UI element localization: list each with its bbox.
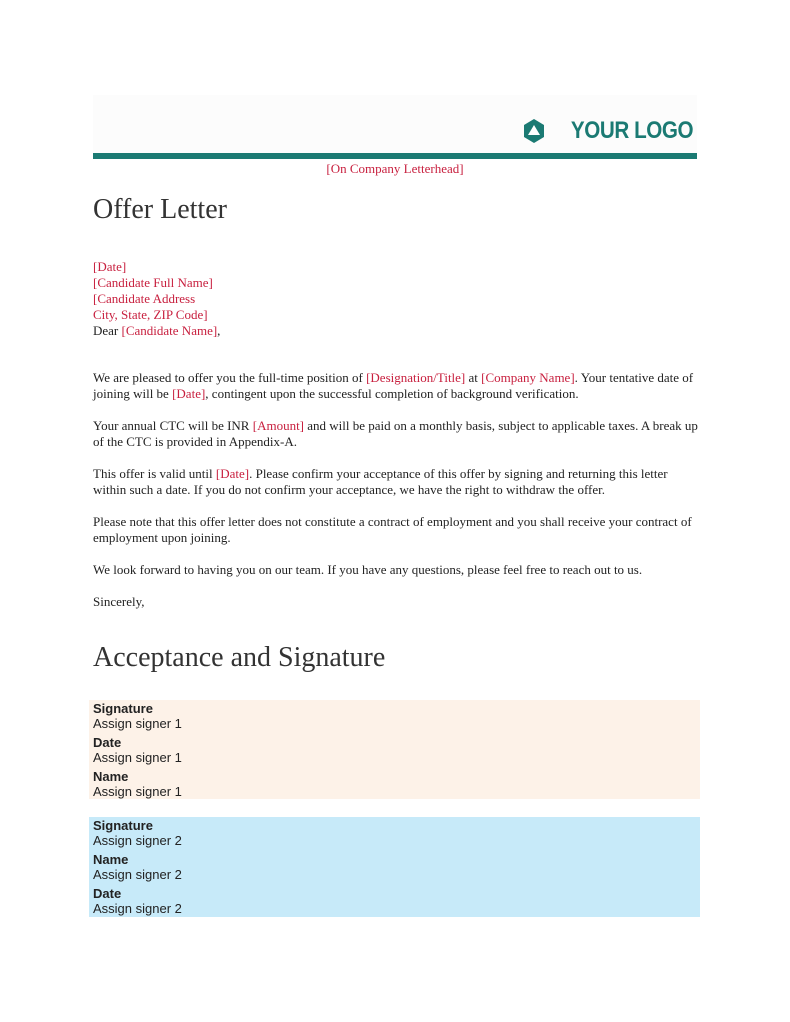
paragraph-validity [93, 466, 703, 498]
salutation [93, 323, 220, 339]
acceptance-title: Acceptance and Signature [93, 642, 386, 673]
candidate-full-name-placeholder: [Candidate Full Name] [93, 275, 213, 290]
designation-placeholder: [Designation/Title] [366, 370, 466, 385]
logo-text: YOUR LOGO [570, 117, 693, 144]
candidate-name-placeholder: [Candidate Name] [121, 323, 218, 338]
text: , contingent upon the successful completion of background verification. [205, 386, 579, 401]
name-label: Name [93, 769, 129, 784]
paragraph-contract-note: Please note that this offer letter does not constitute a contract of employment and you shall receive your contract of employment upon joining. [93, 514, 692, 545]
hexagon-triangle-logo-icon [523, 119, 545, 143]
text: . Your tentative date of joining will be [93, 370, 694, 401]
closing: Sincerely, [93, 594, 145, 609]
date-field-signer-1[interactable]: Assign signer 1 [93, 750, 182, 765]
letter-body [93, 370, 703, 626]
signer-2-block [89, 817, 700, 917]
company-name-placeholder: [Company Name] [481, 370, 575, 385]
date-label: Date [93, 886, 122, 901]
signature-field-signer-1[interactable]: Assign signer 1 [93, 716, 182, 731]
date-label: Date [93, 735, 122, 750]
letterhead-header [93, 95, 697, 153]
text: This offer is valid until [93, 466, 216, 481]
amount-placeholder: [Amount] [252, 418, 305, 433]
text: at [465, 370, 482, 385]
header-divider [93, 153, 697, 159]
name-field-signer-2[interactable]: Assign signer 2 [93, 867, 182, 882]
address-block [93, 259, 220, 339]
company-logo [523, 117, 693, 145]
salutation-suffix: , [217, 323, 221, 338]
page-title: Offer Letter [93, 194, 227, 225]
city-state-zip-placeholder: City, State, ZIP Code] [93, 307, 208, 322]
text: Your annual CTC will be INR [93, 418, 253, 433]
paragraph-offer [93, 370, 703, 402]
text: and will be paid on a monthly basis, subject to applicable taxes. A break up of the CTC is provided in Appendix-A. [93, 418, 698, 449]
signer-1-block [89, 700, 700, 799]
paragraph-closing-remark: We look forward to having you on our team. If you have any questions, please feel free to reach out to us. [93, 562, 643, 577]
text: We are pleased to offer you the full-time position of [93, 370, 367, 385]
valid-until-date-placeholder: [Date] [215, 466, 250, 481]
name-label: Name [93, 852, 129, 867]
paragraph-ctc [93, 418, 703, 450]
joining-date-placeholder: [Date] [172, 386, 206, 401]
name-field-signer-1[interactable]: Assign signer 1 [93, 784, 182, 799]
signature-field-signer-2[interactable]: Assign signer 2 [93, 833, 182, 848]
letterhead-note: [On Company Letterhead] [326, 161, 464, 176]
date-placeholder: [Date] [93, 259, 127, 274]
text: . Please confirm your acceptance of this offer by signing and returning this letter within such a date. If you do not confirm your acceptance, we have the right to withdraw the offer. [93, 466, 668, 497]
salutation-prefix: Dear [93, 323, 122, 338]
date-field-signer-2[interactable]: Assign signer 2 [93, 901, 182, 916]
signature-label: Signature [93, 818, 153, 833]
candidate-address-placeholder: [Candidate Address [93, 291, 196, 306]
signature-label: Signature [93, 701, 153, 716]
